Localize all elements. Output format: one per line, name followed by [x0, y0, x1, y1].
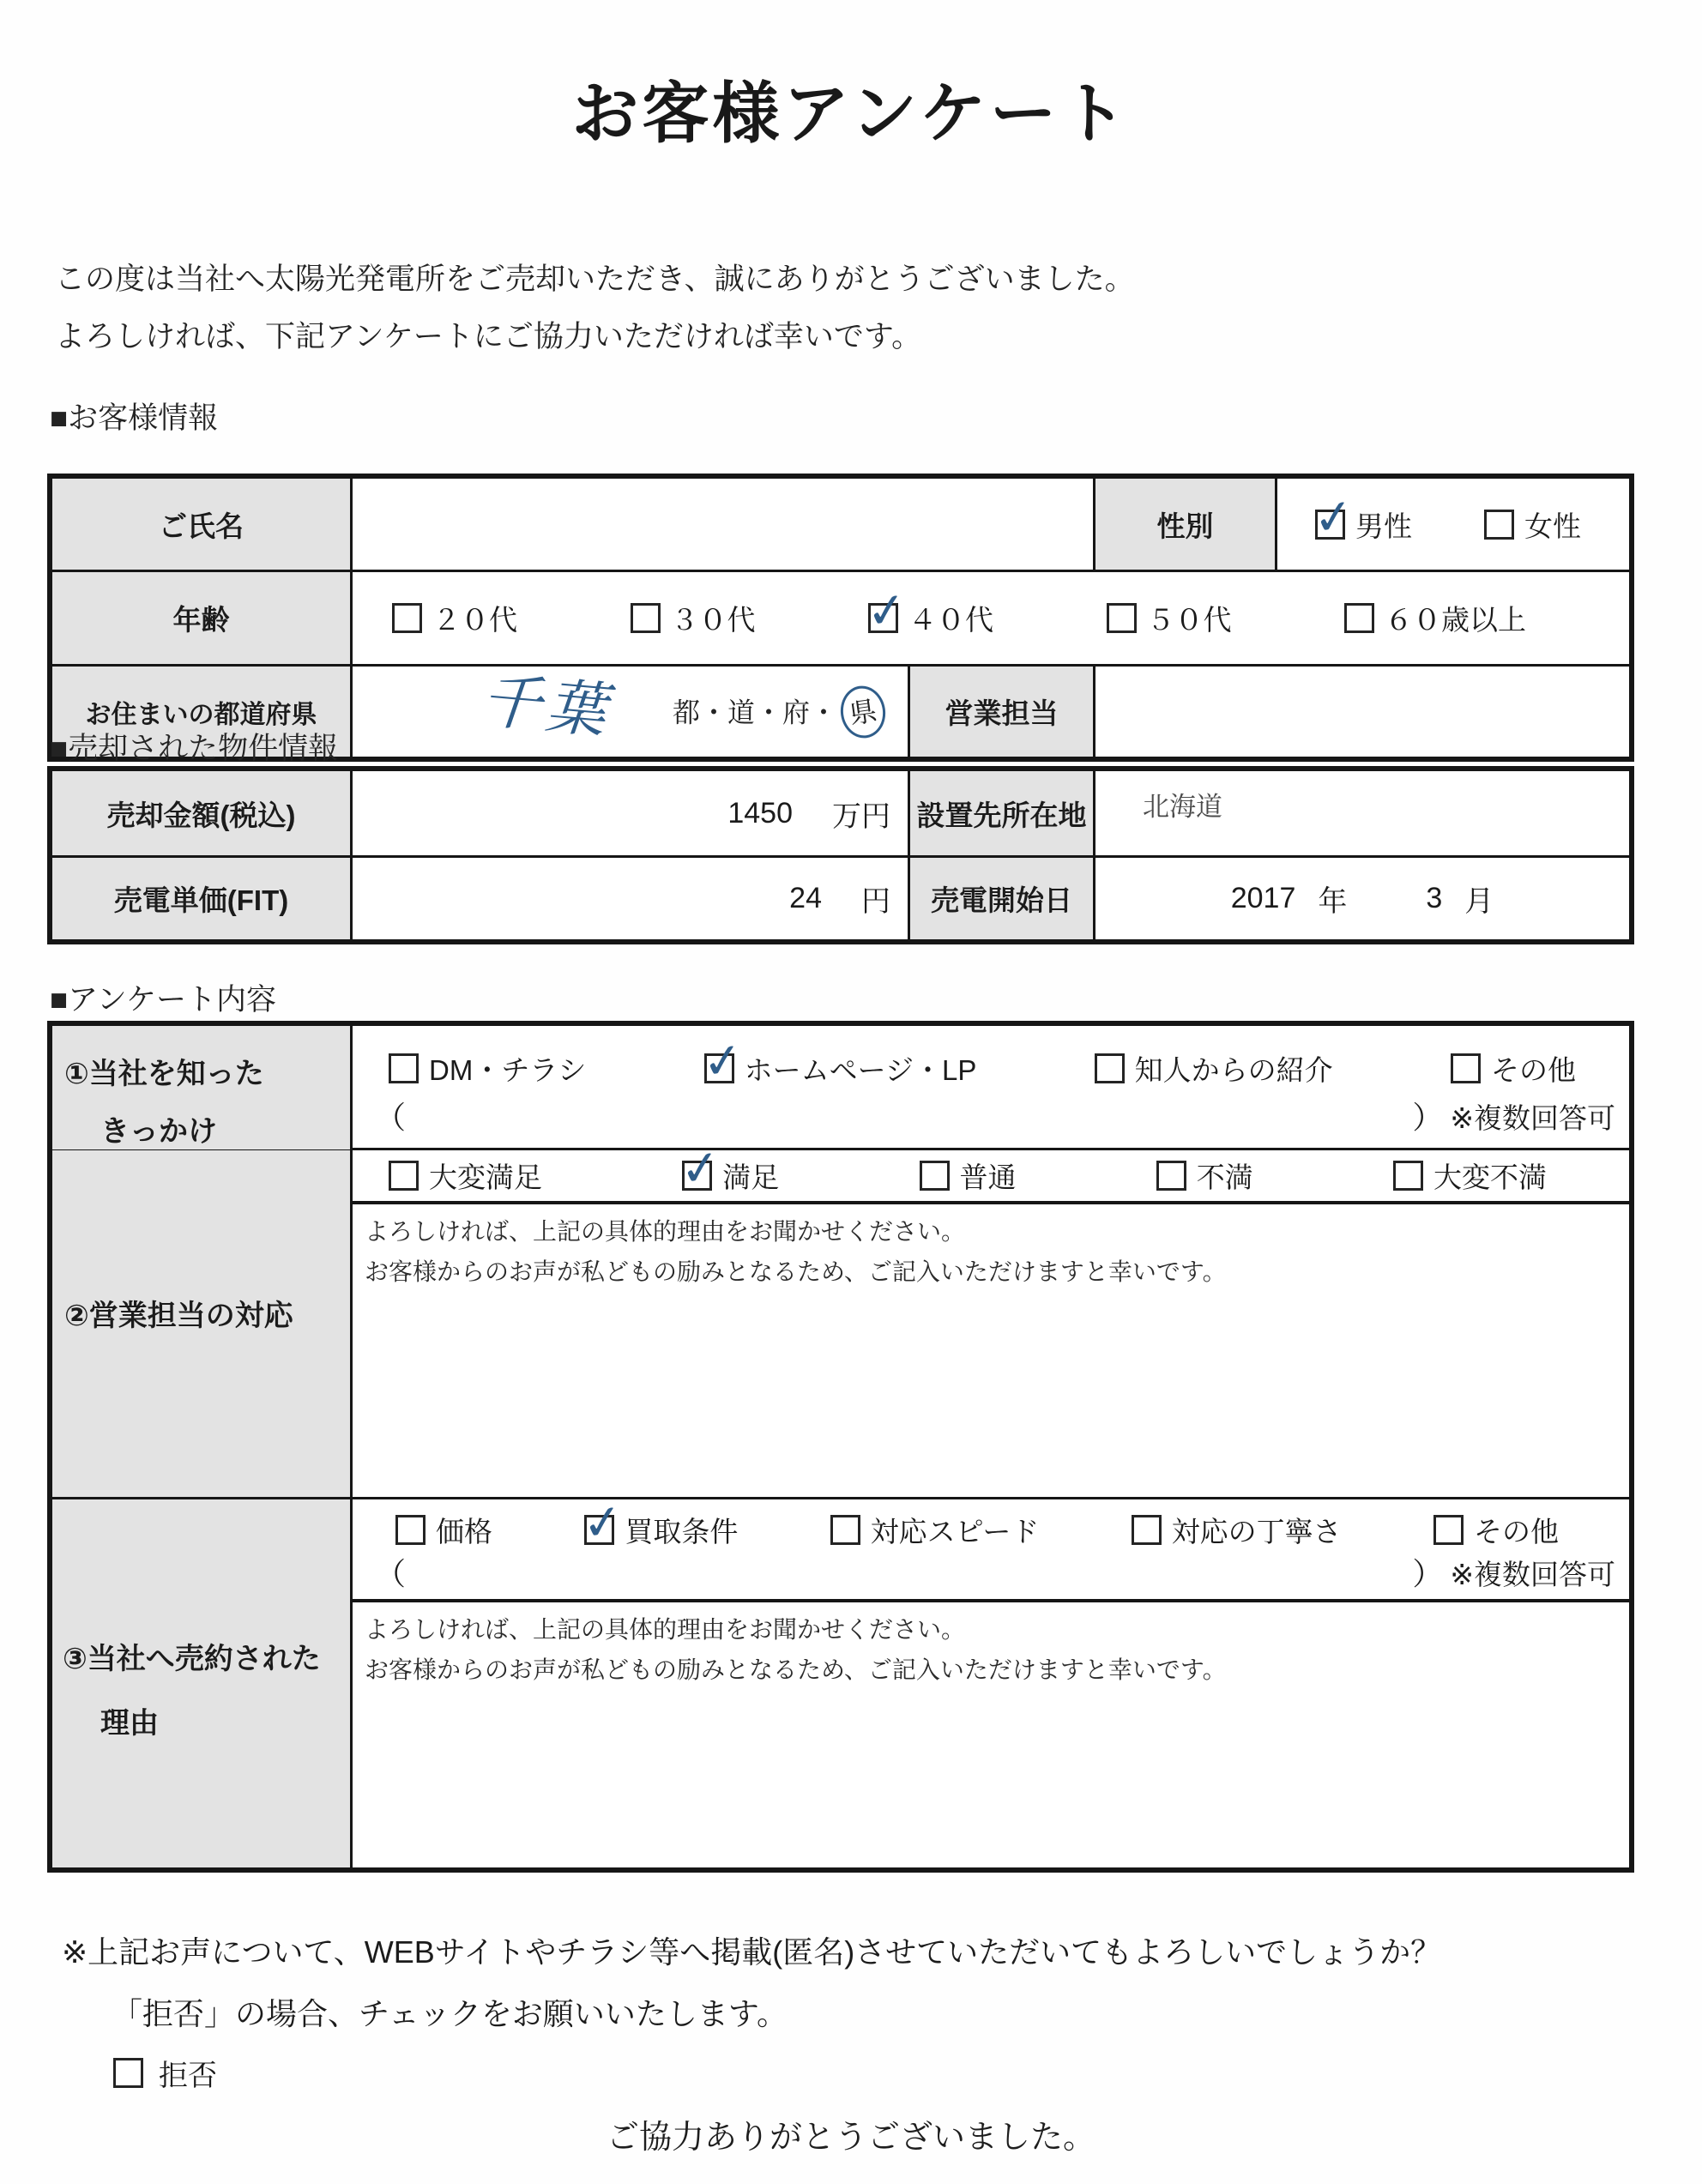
q3-prompt-line1: よろしければ、上記の具体的理由をお聞かせください。 — [365, 1616, 966, 1643]
refuse-option[interactable] — [113, 2052, 217, 2094]
survey-table — [47, 1021, 1634, 1873]
q2-prompt-line1: よろしければ、上記の具体的理由をお聞かせください。 — [365, 1218, 966, 1245]
fit-value-cell[interactable] — [353, 858, 910, 939]
checkbox-very-satisfied[interactable] — [389, 1161, 419, 1191]
intro-line-2: よろしければ、下記アンケートにご協力いただければ幸いです。 — [55, 320, 922, 353]
gender-option-female[interactable] — [1484, 504, 1581, 545]
checkbox-response-speed[interactable] — [830, 1515, 860, 1545]
publication-consent-note-line2: 「拒否」の場合、チェックをお願いいたします。 — [112, 1996, 788, 2031]
q1-label — [52, 1026, 353, 1149]
row-q3 — [52, 1497, 1629, 1867]
checkbox-referral[interactable] — [1095, 1053, 1125, 1083]
q2-label: ②営業担当の対応 — [52, 1150, 353, 1497]
prefecture-handwritten-value: 千葉 — [478, 667, 614, 745]
age-option-40s-label: ４０代 — [908, 604, 993, 636]
location-value-cell[interactable] — [1095, 771, 1629, 855]
q1-label-line1: ①当社を知った — [64, 1058, 264, 1090]
checkbox-politeness[interactable] — [1132, 1515, 1162, 1545]
start-month-unit: 月 — [1464, 885, 1494, 918]
q1-other-input-row[interactable] — [353, 1094, 1629, 1137]
q3-option-price[interactable] — [395, 1510, 492, 1550]
q1-options — [353, 1048, 1629, 1089]
q3-option-purchase-terms[interactable] — [584, 1510, 738, 1550]
checkbox-neutral[interactable] — [920, 1161, 950, 1191]
age-option-30s[interactable] — [631, 598, 756, 638]
q2-option-satisfied-label: 満足 — [722, 1161, 780, 1193]
q2-option-very-satisfied[interactable] — [389, 1155, 542, 1196]
age-option-60plus-label: ６０歳以上 — [1385, 604, 1526, 636]
start-date-label: 売電開始日 — [910, 858, 1095, 939]
gender-options-cell — [1277, 479, 1629, 570]
checkbox-q3-other[interactable] — [1433, 1515, 1464, 1545]
publication-consent-note-line1: ※上記お声について、WEBサイトやチラシ等へ掲載(匿名)させていただいてもよろしいでしょうか？ — [62, 1934, 1442, 1970]
q3-option-response-speed-label: 対応スピード — [870, 1516, 1040, 1548]
q1-option-other-label: その他 — [1490, 1054, 1576, 1086]
q3-option-response-speed[interactable] — [830, 1510, 1040, 1550]
q1-multi-answer-note: ※複数回答可 — [1450, 1102, 1615, 1134]
q1-option-referral-label: 知人からの紹介 — [1134, 1054, 1333, 1086]
checkbox-male[interactable] — [1315, 510, 1345, 540]
section-heading-property-info: ■売却された物件情報 — [50, 732, 339, 765]
checkbox-60plus[interactable] — [1344, 603, 1374, 633]
start-year: 2017 — [1230, 882, 1296, 914]
q2-option-very-dissatisfied[interactable] — [1393, 1155, 1547, 1196]
checkbox-refuse[interactable] — [113, 2058, 143, 2088]
row-name-gender — [52, 479, 1629, 570]
q3-label-line2: 理由 — [100, 1707, 159, 1740]
property-info-table — [47, 766, 1634, 944]
prefecture-suffix-text: 都・道・府・ — [672, 697, 837, 727]
q3-label-line1: ③当社へ売約された — [63, 1643, 321, 1675]
sales-rep-input-cell[interactable] — [1095, 667, 1629, 757]
q2-prompt-line2: お客様からのお声が私どもの励みとなるため、ご記入いただけますと幸いです。 — [365, 1258, 1227, 1285]
q2-content — [353, 1150, 1629, 1497]
q2-option-satisfied[interactable] — [682, 1155, 779, 1196]
customer-info-table — [47, 474, 1634, 762]
q1-content — [353, 1026, 1629, 1149]
row-age — [52, 570, 1629, 664]
price-unit: 万円 — [832, 799, 890, 833]
age-label: 年齢 — [52, 572, 353, 664]
q2-comment-area[interactable] — [353, 1204, 1629, 1497]
q1-option-other[interactable] — [1451, 1048, 1576, 1089]
age-option-30s-label: ３０代 — [670, 604, 756, 636]
q3-multi-answer-note: ※複数回答可 — [1450, 1559, 1615, 1590]
age-options-cell — [353, 572, 1629, 664]
q3-option-other[interactable] — [1433, 1510, 1559, 1550]
q1-option-dm-flyer-label: DM・チラシ — [429, 1054, 587, 1086]
fit-unit: 円 — [861, 885, 890, 918]
q2-option-neutral[interactable] — [920, 1155, 1017, 1196]
q3-prompt-line2: お客様からのお声が私どもの励みとなるため、ご記入いただけますと幸いです。 — [365, 1656, 1227, 1683]
checkbox-50s[interactable] — [1107, 603, 1137, 633]
q3-comment-area[interactable] — [353, 1602, 1629, 1867]
gender-label: 性別 — [1095, 479, 1277, 570]
q1-paren-close: ） — [1412, 1100, 1444, 1135]
age-option-50s-label: ５０代 — [1146, 604, 1232, 636]
q3-label — [52, 1499, 353, 1867]
name-label: ご氏名 — [52, 479, 353, 570]
q2-option-very-dissatisfied-label: 大変不満 — [1433, 1161, 1547, 1193]
q3-option-purchase-terms-label: 買取条件 — [625, 1516, 739, 1548]
q2-options — [353, 1155, 1629, 1196]
start-date-value-cell[interactable] — [1095, 858, 1629, 939]
checkbox-20s[interactable] — [392, 603, 422, 633]
age-option-60plus[interactable] — [1344, 598, 1526, 638]
q3-paren-close: ） — [1412, 1556, 1444, 1591]
checkbox-30s[interactable] — [631, 603, 661, 633]
prefecture-label: お住まいの都道府県 — [52, 667, 353, 757]
checkbox-q1-other[interactable] — [1451, 1053, 1481, 1083]
q1-paren-open: （ — [375, 1100, 407, 1135]
q1-option-dm-flyer[interactable] — [389, 1048, 586, 1089]
thanks-message: ご協力ありがとうございました。 — [606, 2120, 1095, 2156]
section-heading-survey: ■アンケート内容 — [50, 983, 277, 1017]
name-input-cell[interactable] — [353, 479, 1095, 570]
start-year-unit: 年 — [1318, 885, 1348, 918]
intro-line-1: この度は当社へ太陽光発電所をご売却いただき、誠にありがとうございました。 — [55, 262, 1135, 296]
q3-paren-open: （ — [375, 1556, 407, 1591]
price-label: 売却金額(税込) — [52, 771, 353, 855]
row-price-location — [52, 771, 1629, 855]
q3-option-politeness[interactable] — [1132, 1510, 1342, 1550]
q3-other-input-row[interactable] — [353, 1550, 1629, 1594]
q3-options-strip — [353, 1499, 1629, 1602]
q3-option-other-label: その他 — [1474, 1516, 1559, 1548]
prefecture-suffix — [673, 685, 885, 738]
checkbox-satisfied[interactable] — [682, 1161, 712, 1191]
price-value-cell[interactable] — [353, 771, 910, 855]
section-heading-customer-info: ■お客様情報 — [50, 401, 219, 435]
checkbox-price[interactable] — [395, 1515, 426, 1545]
checkbox-homepage[interactable] — [704, 1053, 734, 1083]
start-month: 3 — [1426, 882, 1443, 914]
age-option-20s[interactable] — [392, 598, 517, 638]
q3-content — [353, 1499, 1629, 1867]
location-value: 北海道 — [1143, 792, 1222, 822]
q2-options-strip — [353, 1150, 1629, 1204]
checkbox-purchase-terms[interactable] — [584, 1515, 614, 1545]
checkbox-very-dissatisfied[interactable] — [1393, 1161, 1423, 1191]
q3-option-price-label: 価格 — [436, 1516, 492, 1548]
location-label: 設置先所在地 — [910, 771, 1095, 855]
prefecture-circled-ken: 県 — [837, 683, 889, 741]
q1-paren-close-group — [1412, 1094, 1615, 1137]
page-title: お客様アンケート — [571, 75, 1131, 151]
q2-option-dissatisfied[interactable] — [1156, 1155, 1253, 1196]
q2-option-neutral-label: 普通 — [959, 1161, 1017, 1193]
q1-option-homepage[interactable] — [704, 1048, 977, 1089]
row-fit-startdate — [52, 855, 1629, 939]
refuse-label: 拒否 — [159, 2060, 217, 2092]
gender-option-male[interactable] — [1315, 504, 1412, 545]
price-value: 1450 — [727, 796, 793, 830]
checkbox-dm-flyer[interactable] — [389, 1053, 419, 1083]
q1-option-homepage-label: ホームページ・LP — [744, 1054, 977, 1086]
age-option-20s-label: ２０代 — [432, 604, 517, 636]
age-option-40s[interactable] — [868, 598, 993, 638]
q3-paren-close-group — [1412, 1550, 1615, 1594]
q2-option-very-satisfied-label: 大変満足 — [429, 1161, 542, 1193]
fit-label: 売電単価(FIT) — [52, 858, 353, 939]
q1-option-referral[interactable] — [1095, 1048, 1333, 1089]
q2-option-dissatisfied-label: 不満 — [1196, 1161, 1253, 1193]
intro-text — [55, 250, 1135, 365]
age-option-50s[interactable] — [1107, 598, 1232, 638]
prefecture-input-cell[interactable] — [353, 667, 910, 757]
gender-option-female-label: 女性 — [1524, 510, 1581, 542]
checkbox-40s[interactable] — [868, 603, 898, 633]
sales-rep-label: 営業担当 — [910, 667, 1095, 757]
gender-option-male-label: 男性 — [1355, 510, 1412, 542]
q3-options — [353, 1510, 1629, 1550]
fit-value: 24 — [789, 882, 822, 914]
checkbox-female[interactable] — [1484, 510, 1514, 540]
row-q1 — [52, 1026, 1629, 1148]
checkbox-dissatisfied[interactable] — [1156, 1161, 1186, 1191]
row-q2 — [52, 1148, 1629, 1497]
q1-label-line2: きっかけ — [100, 1115, 217, 1148]
q3-option-politeness-label: 対応の丁寧さ — [1171, 1516, 1342, 1548]
